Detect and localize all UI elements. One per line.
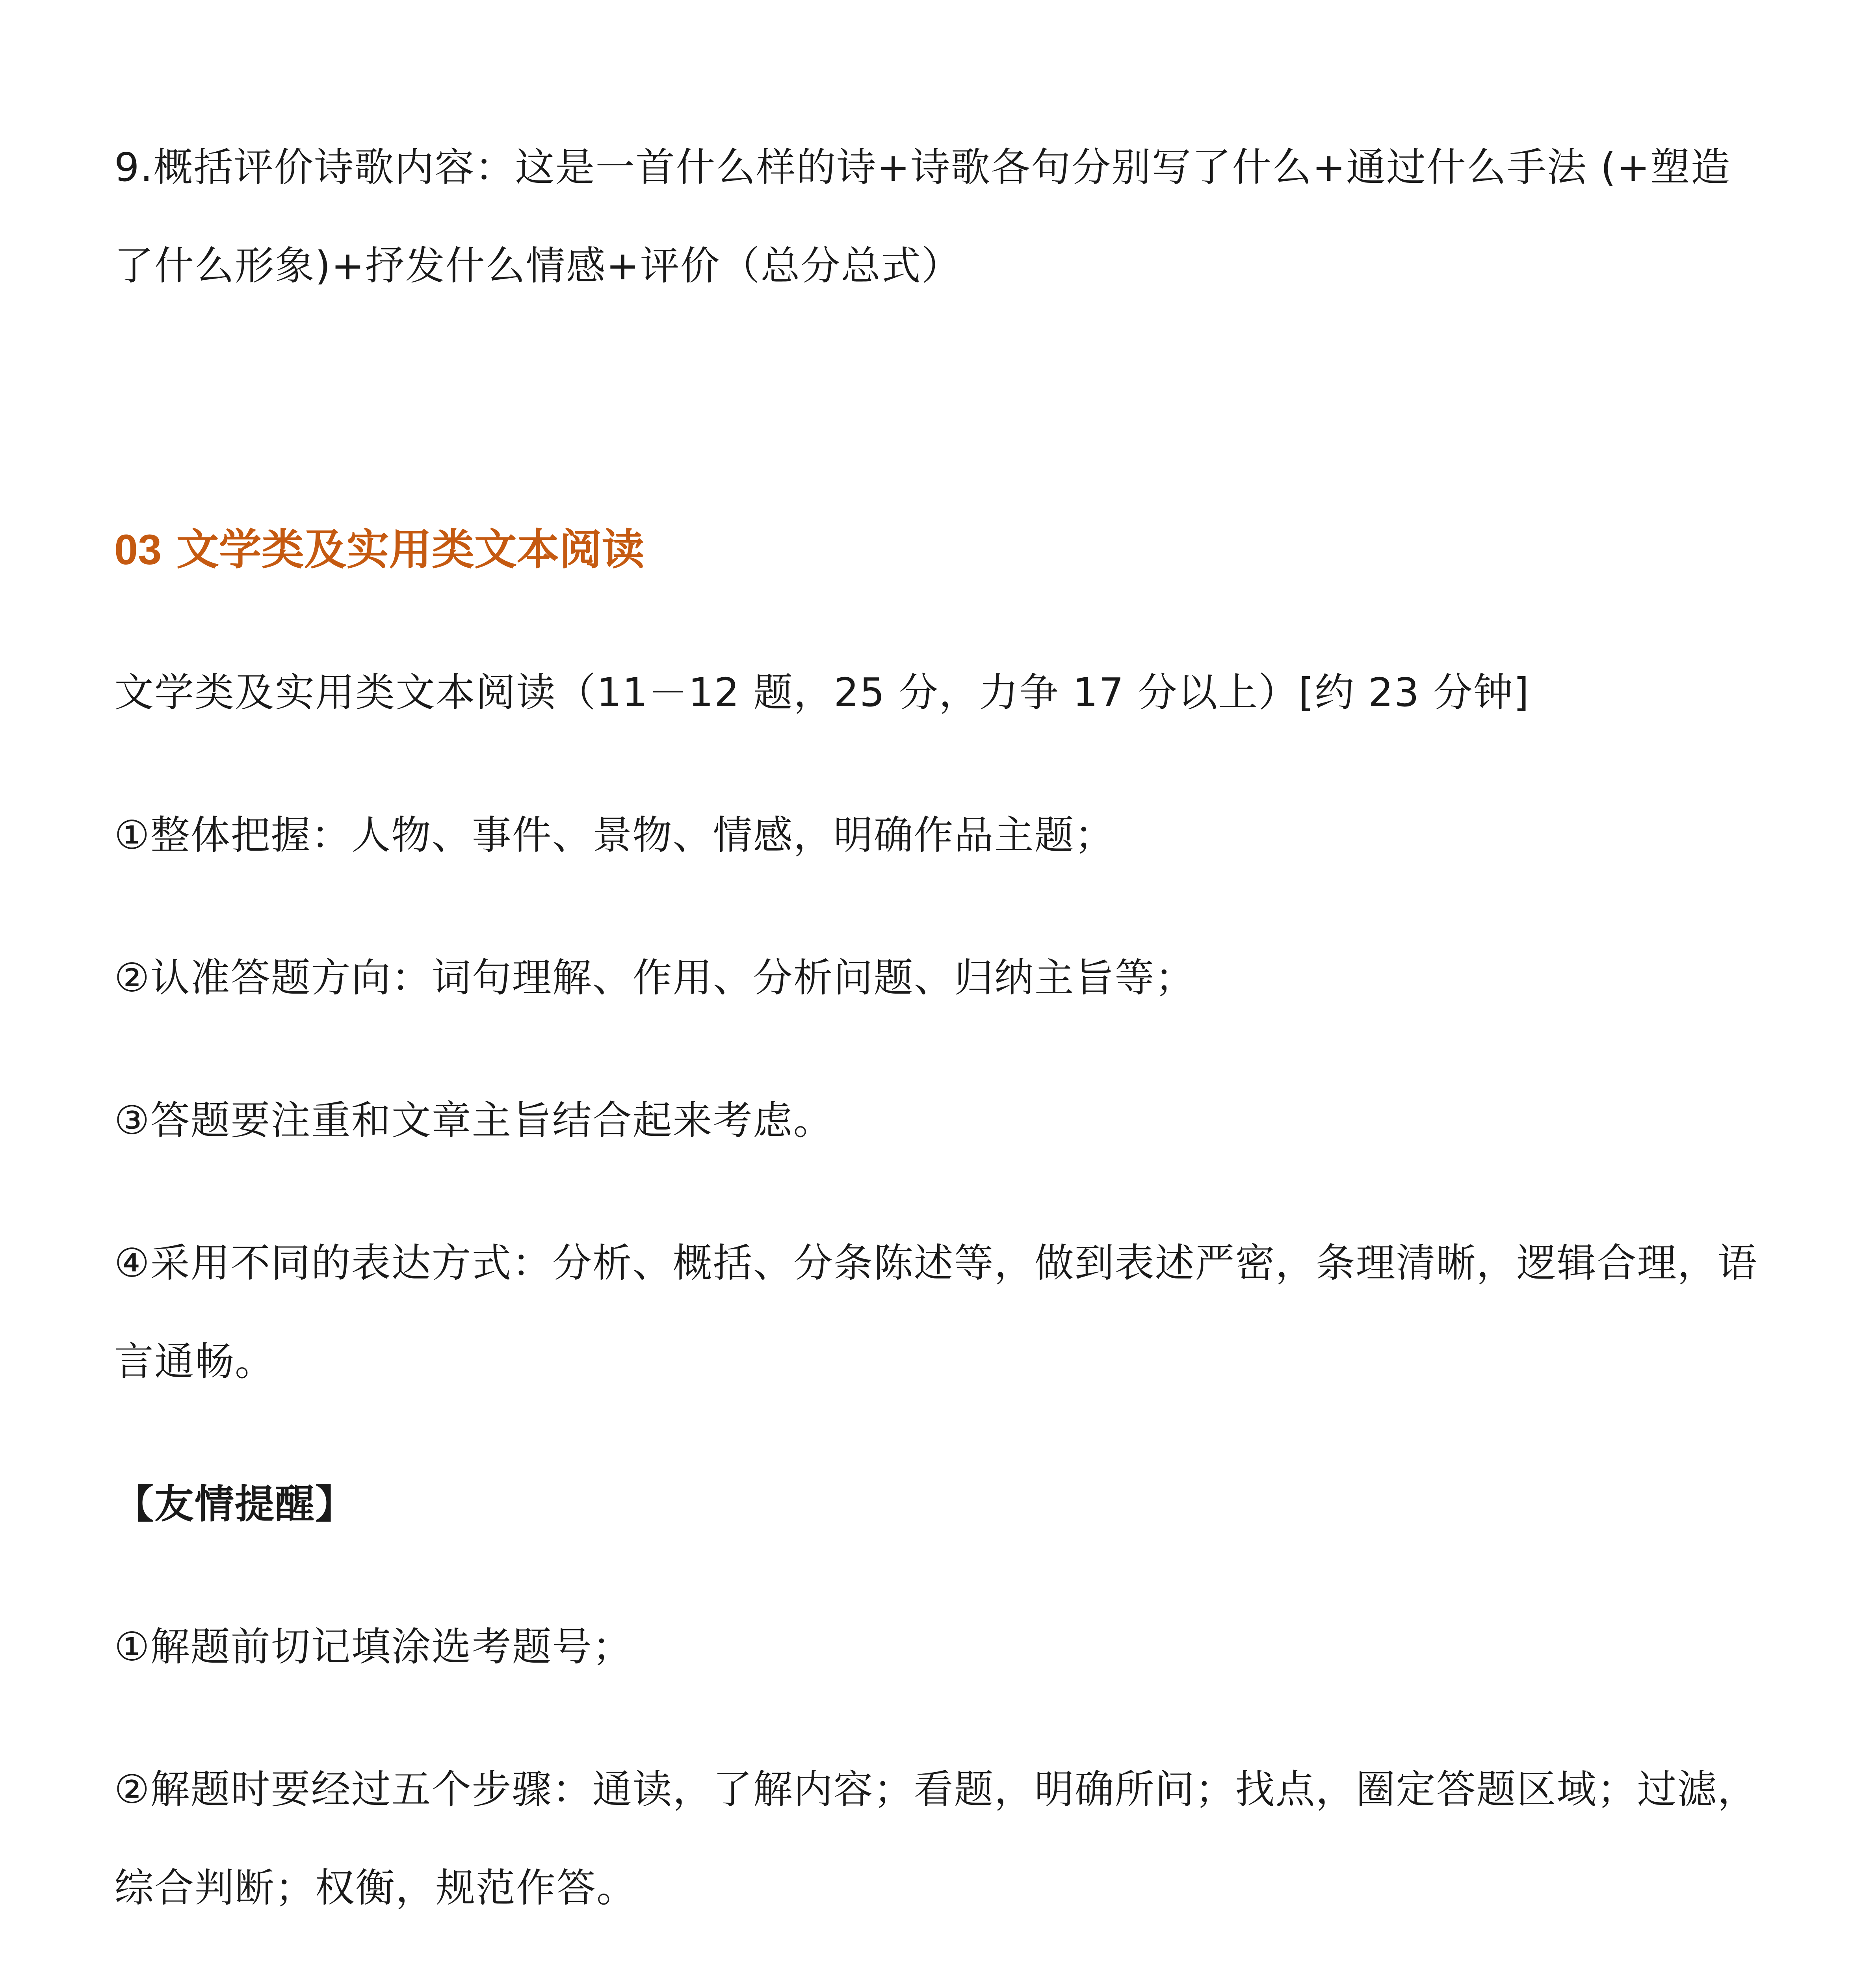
step-3: ③答题要注重和文章主旨结合起来考虑。	[114, 1097, 834, 1143]
step-2: ②认准答题方向：词句理解、作用、分析问题、归纳主旨等；	[114, 955, 1195, 1001]
reminder-2: ②解题时要经过五个步骤：通读，了解内容；看题，明确所问；找点，圈定答题区域；过滤，综合判断；权衡，规范作答。	[114, 1766, 1758, 1911]
section-intro: 文学类及实用类文本阅读（11－12 题，25 分，力争 17 分以上）[约 23 分钟]	[114, 669, 1530, 716]
step-4: ④采用不同的表达方式：分析、概括、分条陈述等，做到表述严密，条理清晰，逻辑合理，语言通畅。	[114, 1240, 1758, 1385]
reminder-title: 【友情提醒】	[114, 1481, 355, 1527]
section-number: 03	[114, 526, 162, 573]
step-1: ①整体把握：人物、事件、景物、情感，明确作品主题；	[114, 812, 1115, 858]
reminder-1: ①解题前切记填涂选考题号；	[114, 1624, 633, 1670]
item-9-paragraph: 9.概括评价诗歌内容：这是一首什么样的诗+诗歌各句分别写了什么+通过什么手法 (+塑造了什么形象)+抒发什么情感+评价（总分总式）	[114, 144, 1731, 289]
section-title: 文学类及实用类文本阅读	[176, 525, 645, 574]
section-heading	[114, 500, 1762, 599]
